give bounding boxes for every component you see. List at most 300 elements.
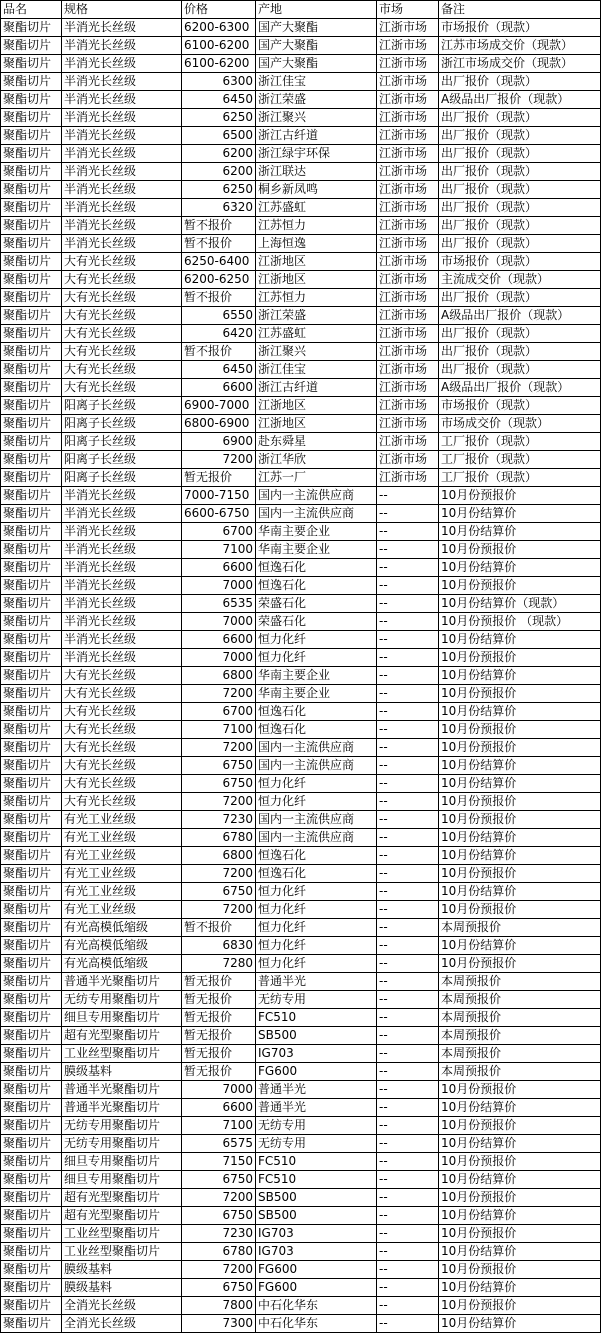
price-cell: 7200	[182, 451, 256, 469]
remark-cell: 10月份预报价	[439, 811, 601, 829]
origin-cell: 恒逸石化	[256, 721, 377, 739]
remark-cell: 出厂报价（现款）	[439, 199, 601, 217]
table-row	[1, 847, 601, 865]
origin-cell: 恒力化纤	[256, 955, 377, 973]
origin-cell: 江苏盛虹	[256, 199, 377, 217]
product-name-cell: 聚酯切片	[1, 1045, 62, 1063]
product-name-cell: 聚酯切片	[1, 1081, 62, 1099]
origin-cell: 国产大聚酯	[256, 37, 377, 55]
product-name-cell: 聚酯切片	[1, 1009, 62, 1027]
price-cell: 暂不报价	[182, 343, 256, 361]
market-cell: --	[377, 667, 439, 685]
remark-cell: 10月份结算价	[439, 1135, 601, 1153]
market-cell: --	[377, 1261, 439, 1279]
table-row	[1, 811, 601, 829]
origin-cell: 无纺专用	[256, 991, 377, 1009]
origin-cell: 浙江荣盛	[256, 91, 377, 109]
remark-cell: 江苏市场成交价（现款）	[439, 37, 601, 55]
product-name-cell: 聚酯切片	[1, 55, 62, 73]
spec-cell: 大有光长丝级	[62, 721, 182, 739]
spec-cell: 半消光长丝级	[62, 199, 182, 217]
header-product-name: 品名	[1, 1, 62, 19]
price-cell: 6200	[182, 145, 256, 163]
spec-cell: 普通半光聚酯切片	[62, 973, 182, 991]
origin-cell: SB500	[256, 1189, 377, 1207]
price-cell: 暂无报价	[182, 973, 256, 991]
spec-cell: 阳离子长丝级	[62, 469, 182, 487]
table-row	[1, 721, 601, 739]
price-cell: 6535	[182, 595, 256, 613]
product-name-cell: 聚酯切片	[1, 1171, 62, 1189]
market-cell: 江浙市场	[377, 289, 439, 307]
price-cell: 6750	[182, 1279, 256, 1297]
product-name-cell: 聚酯切片	[1, 1189, 62, 1207]
spec-cell: 超有光型聚酯切片	[62, 1207, 182, 1225]
remark-cell: 10月份结算价	[439, 829, 601, 847]
product-name-cell: 聚酯切片	[1, 865, 62, 883]
remark-cell: 10月份结算价	[439, 505, 601, 523]
origin-cell: 恒逸石化	[256, 703, 377, 721]
product-name-cell: 聚酯切片	[1, 487, 62, 505]
remark-cell: 10月份预报价	[439, 955, 601, 973]
market-cell: --	[377, 847, 439, 865]
market-cell: 江浙市场	[377, 361, 439, 379]
origin-cell: 中石化华东	[256, 1315, 377, 1333]
product-name-cell: 聚酯切片	[1, 559, 62, 577]
table-row	[1, 487, 601, 505]
product-name-cell: 聚酯切片	[1, 973, 62, 991]
table-row	[1, 919, 601, 937]
price-cell: 7200	[182, 793, 256, 811]
spec-cell: 超有光型聚酯切片	[62, 1189, 182, 1207]
product-name-cell: 聚酯切片	[1, 811, 62, 829]
remark-cell: 10月份预报价	[439, 1117, 601, 1135]
spec-cell: 大有光长丝级	[62, 307, 182, 325]
table-row	[1, 901, 601, 919]
remark-cell: 本周预报价	[439, 1063, 601, 1081]
origin-cell: 普通半光	[256, 1081, 377, 1099]
spec-cell: 半消光长丝级	[62, 631, 182, 649]
market-cell: 江浙市场	[377, 55, 439, 73]
origin-cell: 江浙地区	[256, 397, 377, 415]
market-cell: --	[377, 1135, 439, 1153]
price-cell: 6800	[182, 667, 256, 685]
origin-cell: 国产大聚酯	[256, 19, 377, 37]
price-cell: 暂不报价	[182, 235, 256, 253]
market-cell: --	[377, 1153, 439, 1171]
table-row	[1, 1153, 601, 1171]
remark-cell: 主流成交价（现款）	[439, 271, 601, 289]
market-cell: --	[377, 541, 439, 559]
price-cell: 6600	[182, 1099, 256, 1117]
origin-cell: 恒逸石化	[256, 577, 377, 595]
market-cell: 江浙市场	[377, 163, 439, 181]
market-cell: --	[377, 1297, 439, 1315]
market-cell: --	[377, 991, 439, 1009]
remark-cell: 市场报价（现款）	[439, 19, 601, 37]
origin-cell: 桐乡新凤鸣	[256, 181, 377, 199]
spec-cell: 有光高模低缩级	[62, 955, 182, 973]
remark-cell: 10月份预报价	[439, 487, 601, 505]
market-cell: --	[377, 685, 439, 703]
product-name-cell: 聚酯切片	[1, 883, 62, 901]
origin-cell: FC510	[256, 1153, 377, 1171]
origin-cell: 华南主要企业	[256, 541, 377, 559]
price-cell: 暂不报价	[182, 217, 256, 235]
market-cell: --	[377, 505, 439, 523]
price-cell: 7230	[182, 811, 256, 829]
table-row	[1, 991, 601, 1009]
origin-cell: 江苏恒力	[256, 217, 377, 235]
price-cell: 7100	[182, 721, 256, 739]
spec-cell: 全消光长丝级	[62, 1297, 182, 1315]
table-row	[1, 361, 601, 379]
price-cell: 6450	[182, 91, 256, 109]
remark-cell: 10月份预报价	[439, 649, 601, 667]
spec-cell: 细旦专用聚酯切片	[62, 1171, 182, 1189]
market-cell: --	[377, 775, 439, 793]
remark-cell: 出厂报价（现款）	[439, 217, 601, 235]
spec-cell: 半消光长丝级	[62, 487, 182, 505]
origin-cell: 国内一主流供应商	[256, 757, 377, 775]
price-cell: 6750	[182, 1171, 256, 1189]
market-cell: --	[377, 1243, 439, 1261]
table-row	[1, 613, 601, 631]
spec-cell: 有光工业丝级	[62, 829, 182, 847]
spec-cell: 膜级基料	[62, 1279, 182, 1297]
spec-cell: 半消光长丝级	[62, 19, 182, 37]
header-origin: 产地	[256, 1, 377, 19]
table-row	[1, 1117, 601, 1135]
product-name-cell: 聚酯切片	[1, 667, 62, 685]
price-cell: 6800	[182, 847, 256, 865]
table-row	[1, 667, 601, 685]
remark-cell: 市场报价（现款）	[439, 397, 601, 415]
market-cell: 江浙市场	[377, 307, 439, 325]
remark-cell: 出厂报价（现款）	[439, 343, 601, 361]
origin-cell: 浙江佳宝	[256, 73, 377, 91]
remark-cell: 10月份结算价	[439, 1279, 601, 1297]
table-row	[1, 1027, 601, 1045]
price-cell: 6200	[182, 163, 256, 181]
product-name-cell: 聚酯切片	[1, 721, 62, 739]
origin-cell: 国内一主流供应商	[256, 505, 377, 523]
market-cell: --	[377, 1279, 439, 1297]
price-cell: 7280	[182, 955, 256, 973]
origin-cell: 浙江绿宇环保	[256, 145, 377, 163]
table-row	[1, 271, 601, 289]
price-cell: 6780	[182, 829, 256, 847]
table-row	[1, 1279, 601, 1297]
remark-cell: 10月份预报价	[439, 685, 601, 703]
spec-cell: 半消光长丝级	[62, 109, 182, 127]
origin-cell: 浙江华欣	[256, 451, 377, 469]
origin-cell: 国内一主流供应商	[256, 829, 377, 847]
price-cell: 7200	[182, 1189, 256, 1207]
table-row	[1, 343, 601, 361]
spec-cell: 全消光长丝级	[62, 1315, 182, 1333]
market-cell: 江浙市场	[377, 343, 439, 361]
market-cell: --	[377, 1189, 439, 1207]
product-name-cell: 聚酯切片	[1, 307, 62, 325]
price-cell: 7230	[182, 1225, 256, 1243]
price-cell: 6420	[182, 325, 256, 343]
market-cell: --	[377, 1045, 439, 1063]
remark-cell: 工厂报价（现款）	[439, 433, 601, 451]
product-name-cell: 聚酯切片	[1, 577, 62, 595]
price-cell: 7000	[182, 1081, 256, 1099]
origin-cell: 恒力化纤	[256, 937, 377, 955]
product-name-cell: 聚酯切片	[1, 649, 62, 667]
price-cell: 6500	[182, 127, 256, 145]
price-cell: 7200	[182, 685, 256, 703]
product-name-cell: 聚酯切片	[1, 847, 62, 865]
origin-cell: FG600	[256, 1261, 377, 1279]
product-name-cell: 聚酯切片	[1, 1279, 62, 1297]
price-cell: 6100-6200	[182, 37, 256, 55]
remark-cell: 市场报价（现款）	[439, 253, 601, 271]
remark-cell: 10月份预报价	[439, 1297, 601, 1315]
origin-cell: 浙江荣盛	[256, 307, 377, 325]
market-cell: --	[377, 829, 439, 847]
market-cell: --	[377, 1207, 439, 1225]
spec-cell: 半消光长丝级	[62, 217, 182, 235]
origin-cell: 江浙地区	[256, 253, 377, 271]
market-cell: --	[377, 973, 439, 991]
market-cell: 江浙市场	[377, 217, 439, 235]
origin-cell: FC510	[256, 1171, 377, 1189]
origin-cell: 华南主要企业	[256, 523, 377, 541]
spec-cell: 阳离子长丝级	[62, 433, 182, 451]
header-remark: 备注	[439, 1, 601, 19]
product-name-cell: 聚酯切片	[1, 1063, 62, 1081]
origin-cell: IG703	[256, 1045, 377, 1063]
price-cell: 7000-7150	[182, 487, 256, 505]
price-cell: 6600	[182, 559, 256, 577]
remark-cell: 10月份预报价	[439, 1225, 601, 1243]
spec-cell: 大有光长丝级	[62, 739, 182, 757]
remark-cell: 10月份预报价	[439, 1081, 601, 1099]
spec-cell: 大有光长丝级	[62, 271, 182, 289]
price-cell: 6830	[182, 937, 256, 955]
spec-cell: 大有光长丝级	[62, 685, 182, 703]
table-row	[1, 523, 601, 541]
spec-cell: 阳离子长丝级	[62, 451, 182, 469]
origin-cell: 上海恒逸	[256, 235, 377, 253]
market-cell: --	[377, 523, 439, 541]
spec-cell: 大有光长丝级	[62, 793, 182, 811]
remark-cell: 10月份结算价	[439, 1207, 601, 1225]
spec-cell: 普通半光聚酯切片	[62, 1099, 182, 1117]
spec-cell: 半消光长丝级	[62, 55, 182, 73]
market-cell: 江浙市场	[377, 73, 439, 91]
origin-cell: 国内一主流供应商	[256, 811, 377, 829]
product-name-cell: 聚酯切片	[1, 703, 62, 721]
product-name-cell: 聚酯切片	[1, 1135, 62, 1153]
table-row	[1, 1207, 601, 1225]
spec-cell: 半消光长丝级	[62, 235, 182, 253]
market-cell: --	[377, 811, 439, 829]
origin-cell: 恒力化纤	[256, 919, 377, 937]
product-name-cell: 聚酯切片	[1, 433, 62, 451]
table-row	[1, 559, 601, 577]
product-name-cell: 聚酯切片	[1, 1261, 62, 1279]
market-cell: --	[377, 703, 439, 721]
origin-cell: 无纺专用	[256, 1117, 377, 1135]
remark-cell: 10月份预报价	[439, 577, 601, 595]
product-name-cell: 聚酯切片	[1, 1207, 62, 1225]
price-cell: 暂无报价	[182, 1009, 256, 1027]
product-name-cell: 聚酯切片	[1, 937, 62, 955]
remark-cell: 出厂报价（现款）	[439, 127, 601, 145]
table-row	[1, 955, 601, 973]
product-name-cell: 聚酯切片	[1, 1099, 62, 1117]
remark-cell: 出厂报价（现款）	[439, 289, 601, 307]
market-cell: --	[377, 757, 439, 775]
product-name-cell: 聚酯切片	[1, 595, 62, 613]
market-cell: 江浙市场	[377, 235, 439, 253]
table-row	[1, 1297, 601, 1315]
price-cell: 暂无报价	[182, 1063, 256, 1081]
spec-cell: 细旦专用聚酯切片	[62, 1009, 182, 1027]
product-name-cell: 聚酯切片	[1, 451, 62, 469]
remark-cell: 10月份结算价	[439, 1171, 601, 1189]
market-cell: --	[377, 559, 439, 577]
header-row	[1, 1, 601, 19]
remark-cell: 10月份结算价	[439, 757, 601, 775]
market-cell: --	[377, 721, 439, 739]
origin-cell: 江苏恒力	[256, 289, 377, 307]
origin-cell: 浙江聚兴	[256, 343, 377, 361]
product-name-cell: 聚酯切片	[1, 1027, 62, 1045]
spec-cell: 半消光长丝级	[62, 577, 182, 595]
product-name-cell: 聚酯切片	[1, 613, 62, 631]
table-row	[1, 397, 601, 415]
spec-cell: 半消光长丝级	[62, 181, 182, 199]
price-cell: 6250	[182, 181, 256, 199]
product-name-cell: 聚酯切片	[1, 793, 62, 811]
remark-cell: 10月份预报价	[439, 865, 601, 883]
price-cell: 6900-7000	[182, 397, 256, 415]
table-row	[1, 379, 601, 397]
product-name-cell: 聚酯切片	[1, 379, 62, 397]
product-name-cell: 聚酯切片	[1, 109, 62, 127]
market-cell: --	[377, 793, 439, 811]
product-name-cell: 聚酯切片	[1, 199, 62, 217]
price-cell: 6900	[182, 433, 256, 451]
price-cell: 6750	[182, 1207, 256, 1225]
spec-cell: 大有光长丝级	[62, 253, 182, 271]
market-cell: --	[377, 1027, 439, 1045]
product-name-cell: 聚酯切片	[1, 163, 62, 181]
price-cell: 7300	[182, 1315, 256, 1333]
market-cell: 江浙市场	[377, 271, 439, 289]
product-name-cell: 聚酯切片	[1, 901, 62, 919]
origin-cell: 浙江佳宝	[256, 361, 377, 379]
product-name-cell: 聚酯切片	[1, 253, 62, 271]
origin-cell: 浙江联达	[256, 163, 377, 181]
remark-cell: 10月份结算价	[439, 703, 601, 721]
spec-cell: 无纺专用聚酯切片	[62, 1117, 182, 1135]
product-name-cell: 聚酯切片	[1, 1225, 62, 1243]
table-row	[1, 973, 601, 991]
remark-cell: 10月份结算价（现款）	[439, 595, 601, 613]
table-row	[1, 73, 601, 91]
product-name-cell: 聚酯切片	[1, 1297, 62, 1315]
price-cell: 7200	[182, 739, 256, 757]
market-cell: --	[377, 1117, 439, 1135]
price-cell: 7000	[182, 577, 256, 595]
table-row	[1, 865, 601, 883]
remark-cell: A级品出厂报价（现款）	[439, 307, 601, 325]
spec-cell: 大有光长丝级	[62, 325, 182, 343]
table-row	[1, 127, 601, 145]
table-row	[1, 469, 601, 487]
origin-cell: FG600	[256, 1063, 377, 1081]
price-cell: 6200-6250	[182, 271, 256, 289]
product-name-cell: 聚酯切片	[1, 127, 62, 145]
product-name-cell: 聚酯切片	[1, 361, 62, 379]
remark-cell: 10月份结算价	[439, 631, 601, 649]
price-cell: 6300	[182, 73, 256, 91]
origin-cell: FC510	[256, 1009, 377, 1027]
price-cell: 6750	[182, 775, 256, 793]
spec-cell: 阳离子长丝级	[62, 397, 182, 415]
product-name-cell: 聚酯切片	[1, 1117, 62, 1135]
market-cell: 江浙市场	[377, 19, 439, 37]
market-cell: --	[377, 883, 439, 901]
market-cell: --	[377, 1171, 439, 1189]
price-cell: 6450	[182, 361, 256, 379]
market-cell: --	[377, 613, 439, 631]
product-name-cell: 聚酯切片	[1, 469, 62, 487]
table-row	[1, 1261, 601, 1279]
market-cell: --	[377, 937, 439, 955]
remark-cell: 出厂报价（现款）	[439, 181, 601, 199]
market-cell: 江浙市场	[377, 253, 439, 271]
price-cell: 暂无报价	[182, 1027, 256, 1045]
spec-cell: 半消光长丝级	[62, 73, 182, 91]
remark-cell: 10月份结算价	[439, 937, 601, 955]
product-name-cell: 聚酯切片	[1, 343, 62, 361]
remark-cell: 出厂报价（现款）	[439, 109, 601, 127]
price-cell: 6750	[182, 883, 256, 901]
table-row	[1, 325, 601, 343]
spec-cell: 大有光长丝级	[62, 703, 182, 721]
remark-cell: 本周预报价	[439, 991, 601, 1009]
spec-cell: 超有光型聚酯切片	[62, 1027, 182, 1045]
market-cell: --	[377, 649, 439, 667]
product-name-cell: 聚酯切片	[1, 271, 62, 289]
product-name-cell: 聚酯切片	[1, 415, 62, 433]
market-cell: 江浙市场	[377, 37, 439, 55]
origin-cell: 浙江聚兴	[256, 109, 377, 127]
product-name-cell: 聚酯切片	[1, 217, 62, 235]
price-cell: 7200	[182, 865, 256, 883]
spec-cell: 大有光长丝级	[62, 361, 182, 379]
table-row	[1, 595, 601, 613]
price-cell: 暂无报价	[182, 469, 256, 487]
table-row	[1, 109, 601, 127]
spec-cell: 有光工业丝级	[62, 847, 182, 865]
market-cell: --	[377, 919, 439, 937]
remark-cell: 出厂报价（现款）	[439, 73, 601, 91]
origin-cell: 恒逸石化	[256, 847, 377, 865]
origin-cell: SB500	[256, 1027, 377, 1045]
market-cell: --	[377, 577, 439, 595]
spec-cell: 大有光长丝级	[62, 343, 182, 361]
market-cell: 江浙市场	[377, 199, 439, 217]
